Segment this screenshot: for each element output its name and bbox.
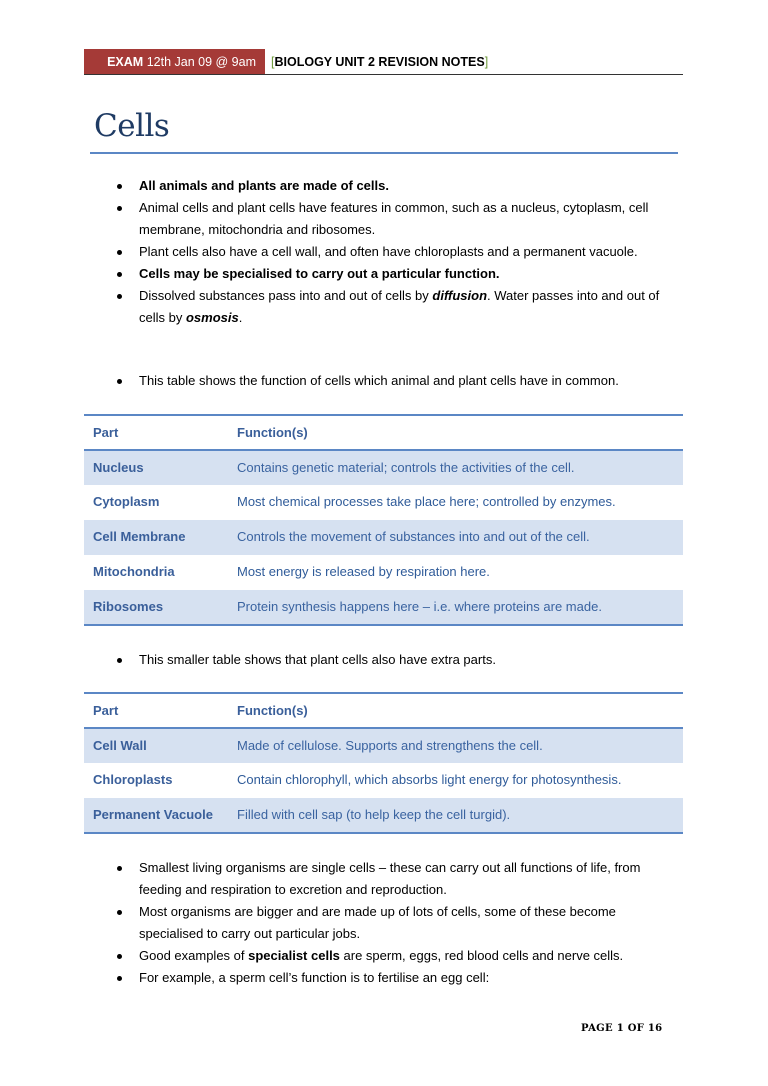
page-number: PAGE 1 OF 16 — [581, 1023, 663, 1034]
table-header-row — [84, 693, 683, 728]
common-cell-parts-table — [84, 414, 683, 626]
header-divider — [84, 74, 683, 75]
column-header-part: Part — [84, 693, 228, 728]
list-item: For example, a sperm cell’s function is to fertilise an egg cell: — [0, 967, 768, 989]
bullet-icon — [117, 910, 122, 915]
page-title: Cells — [94, 108, 170, 144]
column-header-function: Function(s) — [228, 693, 683, 728]
part-name: Mitochondria — [93, 564, 175, 579]
part-function: Filled with cell sap (to help keep the cell turgid). — [228, 798, 683, 833]
part-function: Most energy is released by respiration here. — [237, 564, 490, 579]
table-row — [84, 763, 683, 798]
plant-cell-parts-table — [84, 692, 683, 834]
title-underline — [90, 152, 678, 154]
part-name: Cell Wall — [84, 728, 228, 763]
list-item: Plant cells also have a cell wall, and often have chloroplasts and a permanent vacuole. — [0, 241, 768, 263]
term-diffusion: diffusion — [432, 288, 488, 303]
term-specialist-cells: specialist cells — [248, 948, 340, 963]
table-row — [84, 728, 683, 763]
list-item: Smallest living organisms are single cells – these can carry out all functions of life, from feeding and respiration to excretion and reproduction. — [0, 857, 768, 901]
table1-intro-list — [0, 370, 768, 392]
list-item: Good examples of specialist cells are sperm, eggs, red blood cells and nerve cells. — [0, 945, 768, 967]
table-row — [84, 520, 683, 555]
doc-title: BIOLOGY UNIT 2 REVISION NOTES — [274, 55, 485, 69]
part-name: Permanent Vacuole — [84, 798, 228, 833]
part-name: Chloroplasts — [93, 772, 173, 787]
part-name: Ribosomes — [84, 590, 228, 625]
table-row — [84, 450, 683, 485]
exam-date: 12th Jan 09 @ 9am — [146, 55, 256, 69]
bullet-icon — [117, 658, 122, 663]
table-row — [84, 798, 683, 833]
specialised-cells-bullet-list — [0, 857, 768, 989]
list-item: Cells may be specialised to carry out a particular function. — [0, 263, 768, 285]
table-header-row — [84, 415, 683, 450]
bullet-icon — [117, 250, 122, 255]
bullet-icon — [117, 294, 122, 299]
bullet-icon — [117, 272, 122, 277]
column-header-function: Function(s) — [228, 415, 683, 450]
term-osmosis: osmosis — [185, 310, 239, 325]
bullet-icon — [117, 866, 122, 871]
list-item: This smaller table shows that plant cells also have extra parts. — [0, 649, 768, 671]
bullet-icon — [117, 184, 122, 189]
bullet-icon — [117, 206, 122, 211]
document-header-title — [271, 49, 488, 75]
table-row — [84, 555, 683, 590]
table2-intro-list — [0, 649, 768, 671]
part-function: Protein synthesis happens here – i.e. where proteins are made. — [228, 590, 683, 625]
part-function: Made of cellulose. Supports and strengthens the cell. — [228, 728, 683, 763]
list-item: All animals and plants are made of cells. — [0, 175, 768, 197]
part-function: Contain chlorophyll, which absorbs light energy for photosynthesis. — [237, 772, 622, 787]
part-function: Controls the movement of substances into and out of the cell. — [228, 520, 683, 555]
bullet-icon — [117, 954, 122, 959]
bracket-open: [ — [271, 55, 275, 69]
part-function: Most chemical processes take place here; controlled by enzymes. — [237, 494, 616, 509]
list-item: This table shows the function of cells which animal and plant cells have in common. — [0, 370, 768, 392]
part-name: Cytoplasm — [93, 494, 160, 509]
list-item: Dissolved substances pass into and out of cells by diffusion. Water passes into and out of cells by osmosis. — [0, 285, 768, 329]
bracket-close: ] — [484, 55, 489, 69]
table-row — [84, 485, 683, 520]
exam-label: EXAM — [107, 55, 144, 69]
part-name: Cell Membrane — [84, 520, 228, 555]
bullet-icon — [117, 976, 122, 981]
exam-date-banner — [84, 49, 265, 75]
list-item: Most organisms are bigger and are made up of lots of cells, some of these become specialised to carry out particular jobs. — [0, 901, 768, 945]
column-header-part: Part — [84, 415, 228, 450]
intro-bullet-list — [0, 175, 768, 329]
part-name: Nucleus — [84, 450, 228, 485]
list-item: Animal cells and plant cells have features in common, such as a nucleus, cytoplasm, cell membrane, mitochondria and ribosomes. — [0, 197, 768, 241]
bullet-icon — [117, 379, 122, 384]
part-function: Contains genetic material; controls the activities of the cell. — [228, 450, 683, 485]
table-row — [84, 590, 683, 625]
